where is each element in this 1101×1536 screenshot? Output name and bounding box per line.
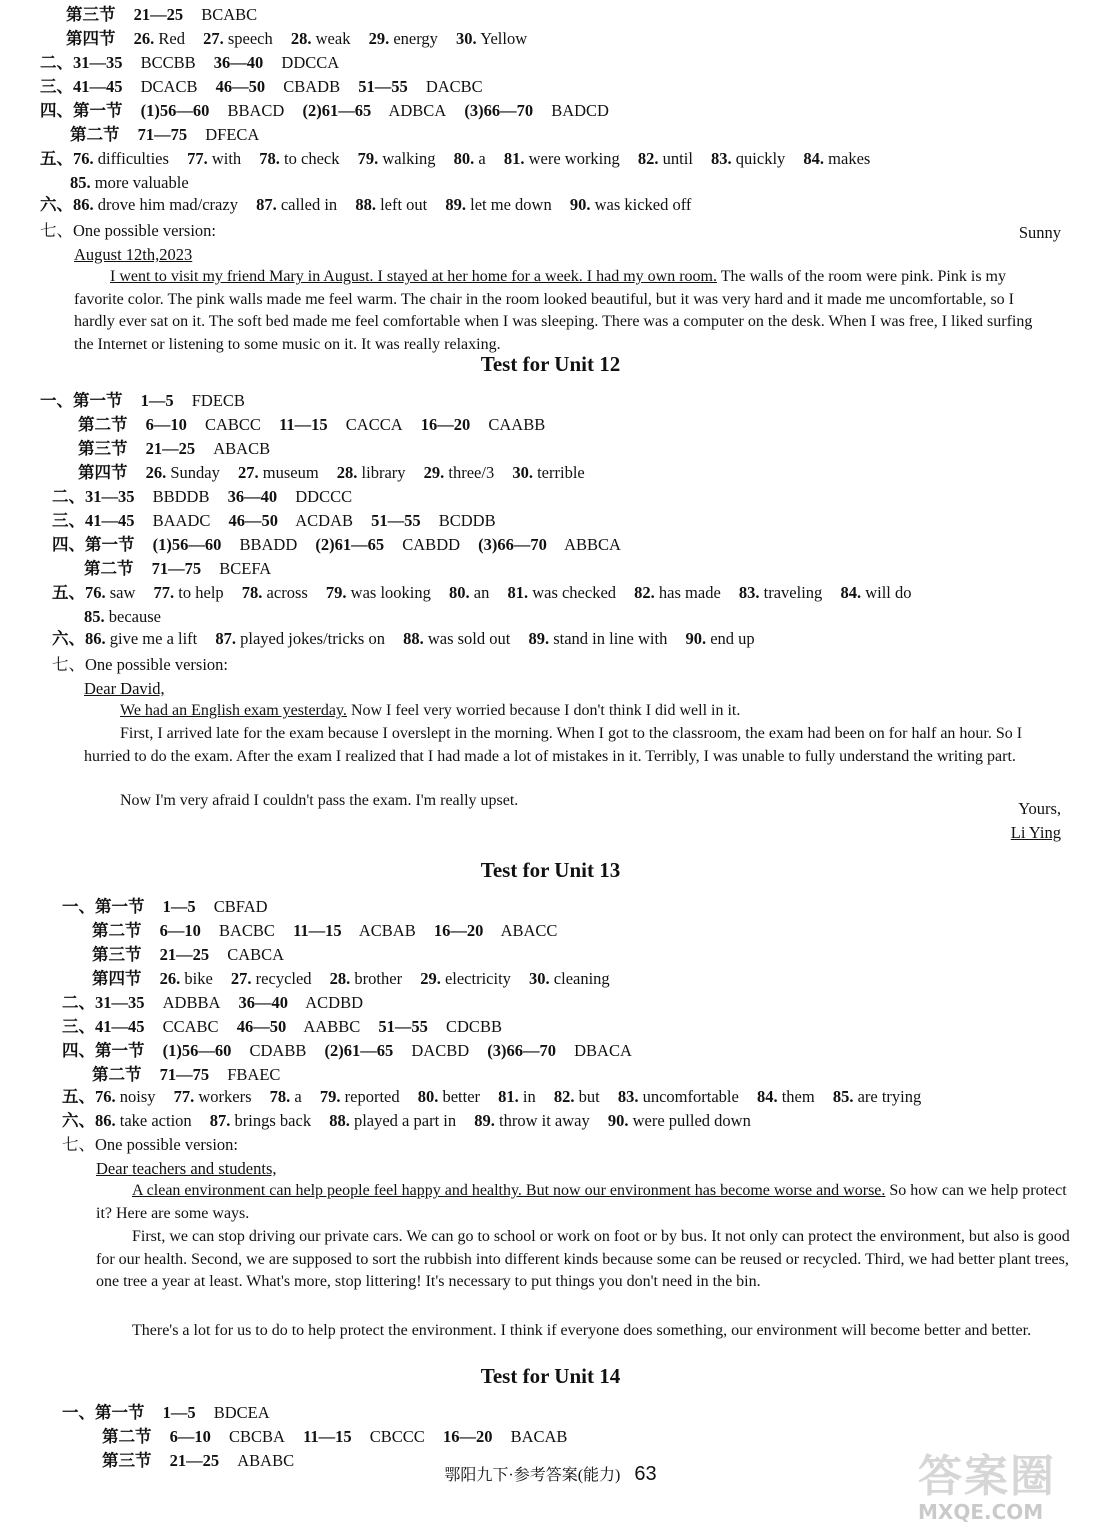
letter-greeting: Dear David, xyxy=(84,679,165,698)
answer-line: 二、31—35 BBDDB 36—40 DDCCC xyxy=(52,487,353,506)
answer-line: 三、41—45 CCABC 46—50 AABBC 51—55 CDCBB xyxy=(62,1017,502,1036)
unit-title: Test for Unit 13 xyxy=(480,858,621,882)
answer-line: 三、41—45 DCACB 46—50 CBADB 51—55 DACBC xyxy=(40,77,483,96)
letter-greeting: Dear teachers and students, xyxy=(96,1159,277,1178)
answer-line: 第四节 26. Sunday 27. museum 28. library 29. three/3 30. terrible xyxy=(78,463,585,482)
section-heading: 七、One possible version: xyxy=(52,655,228,674)
watermark-logo: 答案圈 MXQE.COM xyxy=(918,1451,1056,1524)
letter-signature: Li Ying xyxy=(1010,823,1061,842)
answer-line: 四、第一节 (1)56—60 CDABB (2)61—65 DACBD (3)66—70 DBACA xyxy=(62,1041,632,1060)
answer-line: 第三节 21—25 ABACB xyxy=(78,439,271,458)
answer-line: 第二节 71—75 BCEFA xyxy=(84,559,272,578)
essay-paragraph: A clean environment can help people feel happy and healthy. But now our environment has become worse and worse. So how can we help protect it? Here are some ways. xyxy=(96,1182,1067,1222)
essay-paragraph: There's a lot for us to do to help protect the environment. I think if everyone does something, our environment will become better and better. xyxy=(132,1322,1032,1339)
answer-line: 六、86. drove him mad/crazy 87. called in 88. left out 89. let me down 90. was kicked off xyxy=(40,195,692,214)
answer-line: 第二节 6—10 CBCBA 11—15 CBCCC 16—20 BACAB xyxy=(102,1427,568,1446)
answer-line: 第四节 26. bike 27. recycled 28. brother 29. electricity 30. cleaning xyxy=(92,969,610,988)
book-label: 鄂阳九下·参考答案(能力) xyxy=(444,1467,621,1484)
section-heading: 七、One possible version: xyxy=(40,221,216,240)
essay-paragraph: We had an English exam yesterday. Now I feel very worried because I don't think I did well in it. xyxy=(120,702,741,719)
answer-line: 第四节 26. Red 27. speech 28. weak 29. energy 30. Yellow xyxy=(66,29,528,48)
essay-paragraph: First, I arrived late for the exam because I overslept in the morning. When I got to the classroom, the exam had been on for half an hour. So I hurried to do the exam. After the exam I realized that I had made a lot of mistakes in it. Terribly, I was unable to fully understand the writing part. xyxy=(84,725,1023,765)
answer-line: 二、31—35 ADBBA 36—40 ACDBD xyxy=(62,993,363,1012)
answer-line: 四、第一节 (1)56—60 BBADD (2)61—65 CABDD (3)66—70 ABBCA xyxy=(52,535,621,554)
answer-line: 第二节 6—10 CABCC 11—15 CACCA 16—20 CAABB xyxy=(78,415,546,434)
answer-line: 二、31—35 BCCBB 36—40 DDCCA xyxy=(40,53,340,72)
unit-title: Test for Unit 12 xyxy=(480,352,621,376)
answer-line: 一、第一节 1—5 FDECB xyxy=(40,391,245,410)
answer-line: 四、第一节 (1)56—60 BBACD (2)61—65 ADBCA (3)66—70 BADCD xyxy=(40,101,609,120)
answer-line: 第三节 21—25 BCABC xyxy=(66,5,258,24)
answer-line: 第二节 71—75 DFECA xyxy=(70,125,260,144)
answer-line: 五、76. noisy 77. workers 78. a 79. reported 80. better 81. in 82. but 83. uncomfortable 84. them 85. are trying xyxy=(62,1087,922,1106)
essay-date: August 12th,2023 xyxy=(74,245,193,264)
answer-line: 六、86. take action 87. brings back 88. played a part in 89. throw it away 90. were pulled down xyxy=(62,1111,751,1130)
answer-line: 五、76. difficulties 77. with 78. to check 79. walking 80. a 81. were working 82. until 83. quickly 84. makes xyxy=(40,149,871,168)
signature: Sunny xyxy=(1018,223,1061,242)
answer-line: 六、86. give me a lift 87. played jokes/tricks on 88. was sold out 89. stand in line with 90. end up xyxy=(52,629,755,648)
answer-line: 第二节 71—75 FBAEC xyxy=(92,1065,281,1084)
answer-line: 五、76. saw 77. to help 78. across 79. was looking 80. an 81. was checked 82. has made 83. traveling 84. will do xyxy=(52,583,912,602)
answer-line: 一、第一节 1—5 CBFAD xyxy=(62,897,268,916)
answer-line: 第二节 6—10 BACBC 11—15 ACBAB 16—20 ABACC xyxy=(92,921,558,940)
answer-line: 85. more valuable xyxy=(70,173,189,192)
answer-line: 85. because xyxy=(84,607,161,626)
section-heading: 七、One possible version: xyxy=(62,1135,238,1154)
answer-line: 第三节 21—25 ABABC xyxy=(102,1451,295,1470)
page-number: 63 xyxy=(634,1463,657,1485)
essay-paragraph: I went to visit my friend Mary in August. I stayed at her home for a week. I had my own room. The walls of the room were pink. Pink is my favorite color. The pink walls made me feel warm. The chair in the room looked beautiful, but it was very hard and it made me uncomfortable, so I hardly ever sat on it. The soft bed made me feel comfortable when I was sleeping. There was a computer on the desk. When I was free, I liked surfing the Internet or listening to some music on it. It was really relaxing. xyxy=(74,268,1033,353)
letter-closing: Yours, xyxy=(1018,799,1061,818)
essay-paragraph: Now I'm very afraid I couldn't pass the exam. I'm really upset. xyxy=(120,792,519,809)
essay-paragraph: First, we can stop driving our private cars. We can go to school or work on foot or by bus. It not only can protect the environment, but also is good for our health. Second, we are supposed to sort the rubbish into different kinds because some can be reused or recycled. Third, we had better plant trees, one tree a year at least. What's more, stop littering! It's necessary to put things you don't need in the bin. xyxy=(96,1228,1070,1290)
unit-title: Test for Unit 14 xyxy=(480,1364,621,1388)
answer-line: 一、第一节 1—5 BDCEA xyxy=(62,1403,270,1422)
answer-line: 第三节 21—25 CABCA xyxy=(92,945,285,964)
answer-line: 三、41—45 BAADC 46—50 ACDAB 51—55 BCDDB xyxy=(52,511,496,530)
